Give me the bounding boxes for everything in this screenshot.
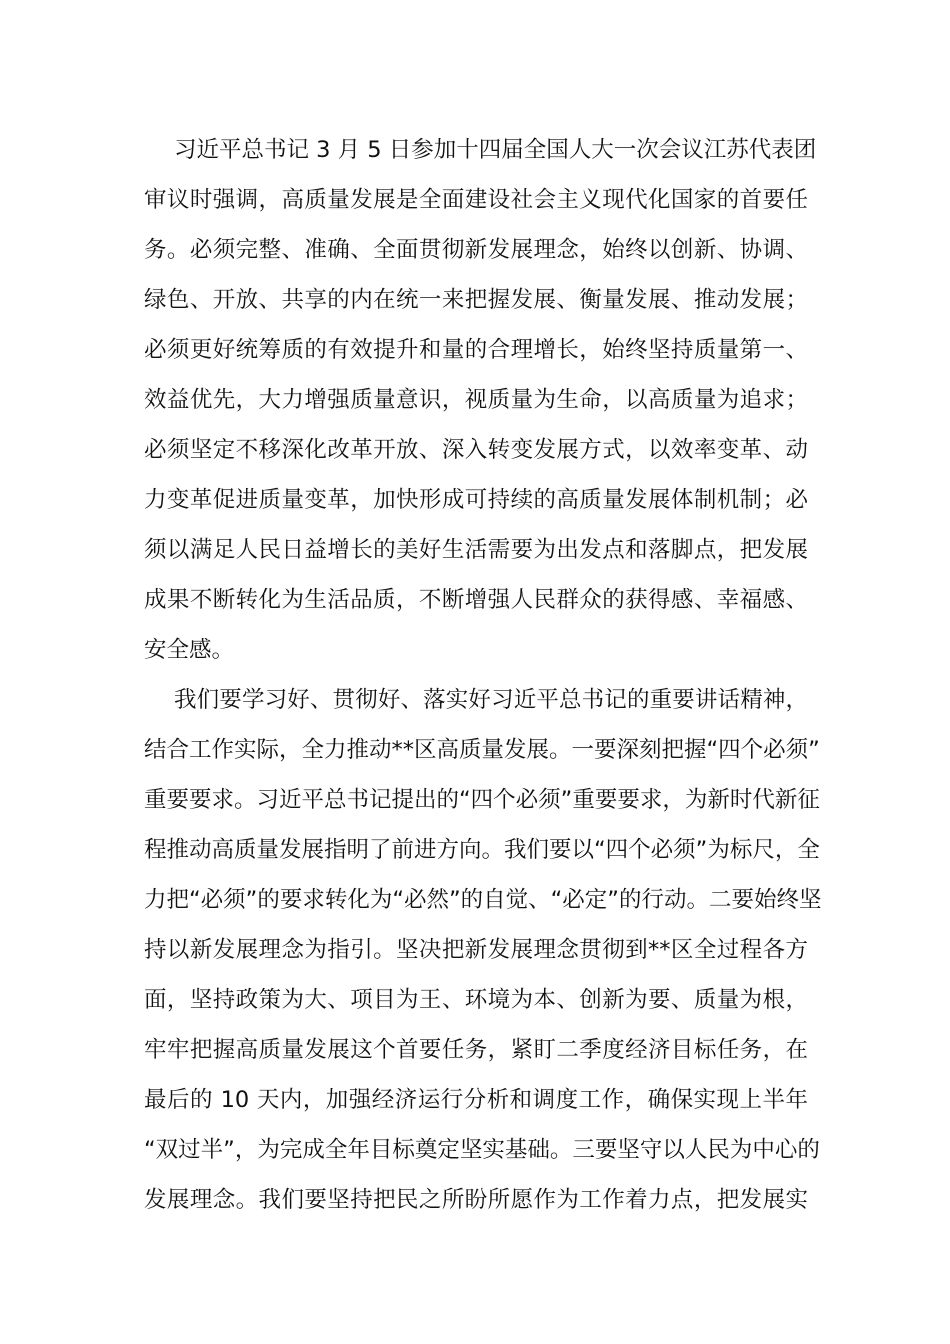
text-line: 须以满足人民日益增长的美好生活需要为出发点和落脚点，把发展 — [144, 537, 808, 563]
text-line: 习近平总书记 3 月 5 日参加十四届全国人大一次会议江苏代表团 — [174, 137, 817, 163]
text-line: 力把“必须”的要求转化为“必然”的自觉、“必定”的行动。二要始终坚 — [144, 887, 822, 913]
text-line: 必须坚定不移深化改革开放、深入转变发展方式，以效率变革、动 — [144, 437, 808, 463]
text-line: 力变革促进质量变革，加快形成可持续的高质量发展体制机制；必 — [144, 487, 808, 513]
text-line: 发展理念。我们要坚持把民之所盼所愿作为工作着力点，把发展实 — [144, 1187, 808, 1213]
text-line: 我们要学习好、贯彻好、落实好习近平总书记的重要讲话精神， — [174, 687, 808, 713]
text-line: 务。必须完整、准确、全面贯彻新发展理念，始终以创新、协调、 — [144, 237, 808, 263]
text-line: 持以新发展理念为指引。坚决把新发展理念贯彻到**区全过程各方 — [144, 937, 808, 963]
text-line: 重要要求。习近平总书记提出的“四个必须”重要要求，为新时代新征 — [144, 787, 820, 813]
text-line: 程推动高质量发展指明了前进方向。我们要以“四个必须”为标尺，全 — [144, 837, 820, 863]
text-line: 最后的 10 天内，加强经济运行分析和调度工作，确保实现上半年 — [144, 1087, 808, 1113]
text-line: 安全感。 — [144, 637, 235, 663]
paragraph-1 — [144, 125, 817, 675]
document-page — [144, 125, 822, 1225]
text-line: 绿色、开放、共享的内在统一来把握发展、衡量发展、推动发展； — [144, 287, 808, 313]
text-line: 结合工作实际，全力推动**区高质量发展。一要深刻把握“四个必须” — [144, 737, 820, 763]
text-line: 必须更好统筹质的有效提升和量的合理增长，始终坚持质量第一、 — [144, 337, 808, 363]
text-line: 审议时强调，高质量发展是全面建设社会主义现代化国家的首要任 — [144, 187, 808, 213]
paragraph-2 — [144, 675, 822, 1225]
text-line: “双过半”，为完成全年目标奠定坚实基础。三要坚守以人民为中心的 — [144, 1137, 820, 1163]
text-line: 效益优先，大力增强质量意识，视质量为生命，以高质量为追求； — [144, 387, 808, 413]
text-line: 面，坚持政策为大、项目为王、环境为本、创新为要、质量为根， — [144, 987, 808, 1013]
text-line: 成果不断转化为生活品质，不断增强人民群众的获得感、幸福感、 — [144, 587, 808, 613]
text-line: 牢牢把握高质量发展这个首要任务，紧盯二季度经济目标任务，在 — [144, 1037, 808, 1063]
